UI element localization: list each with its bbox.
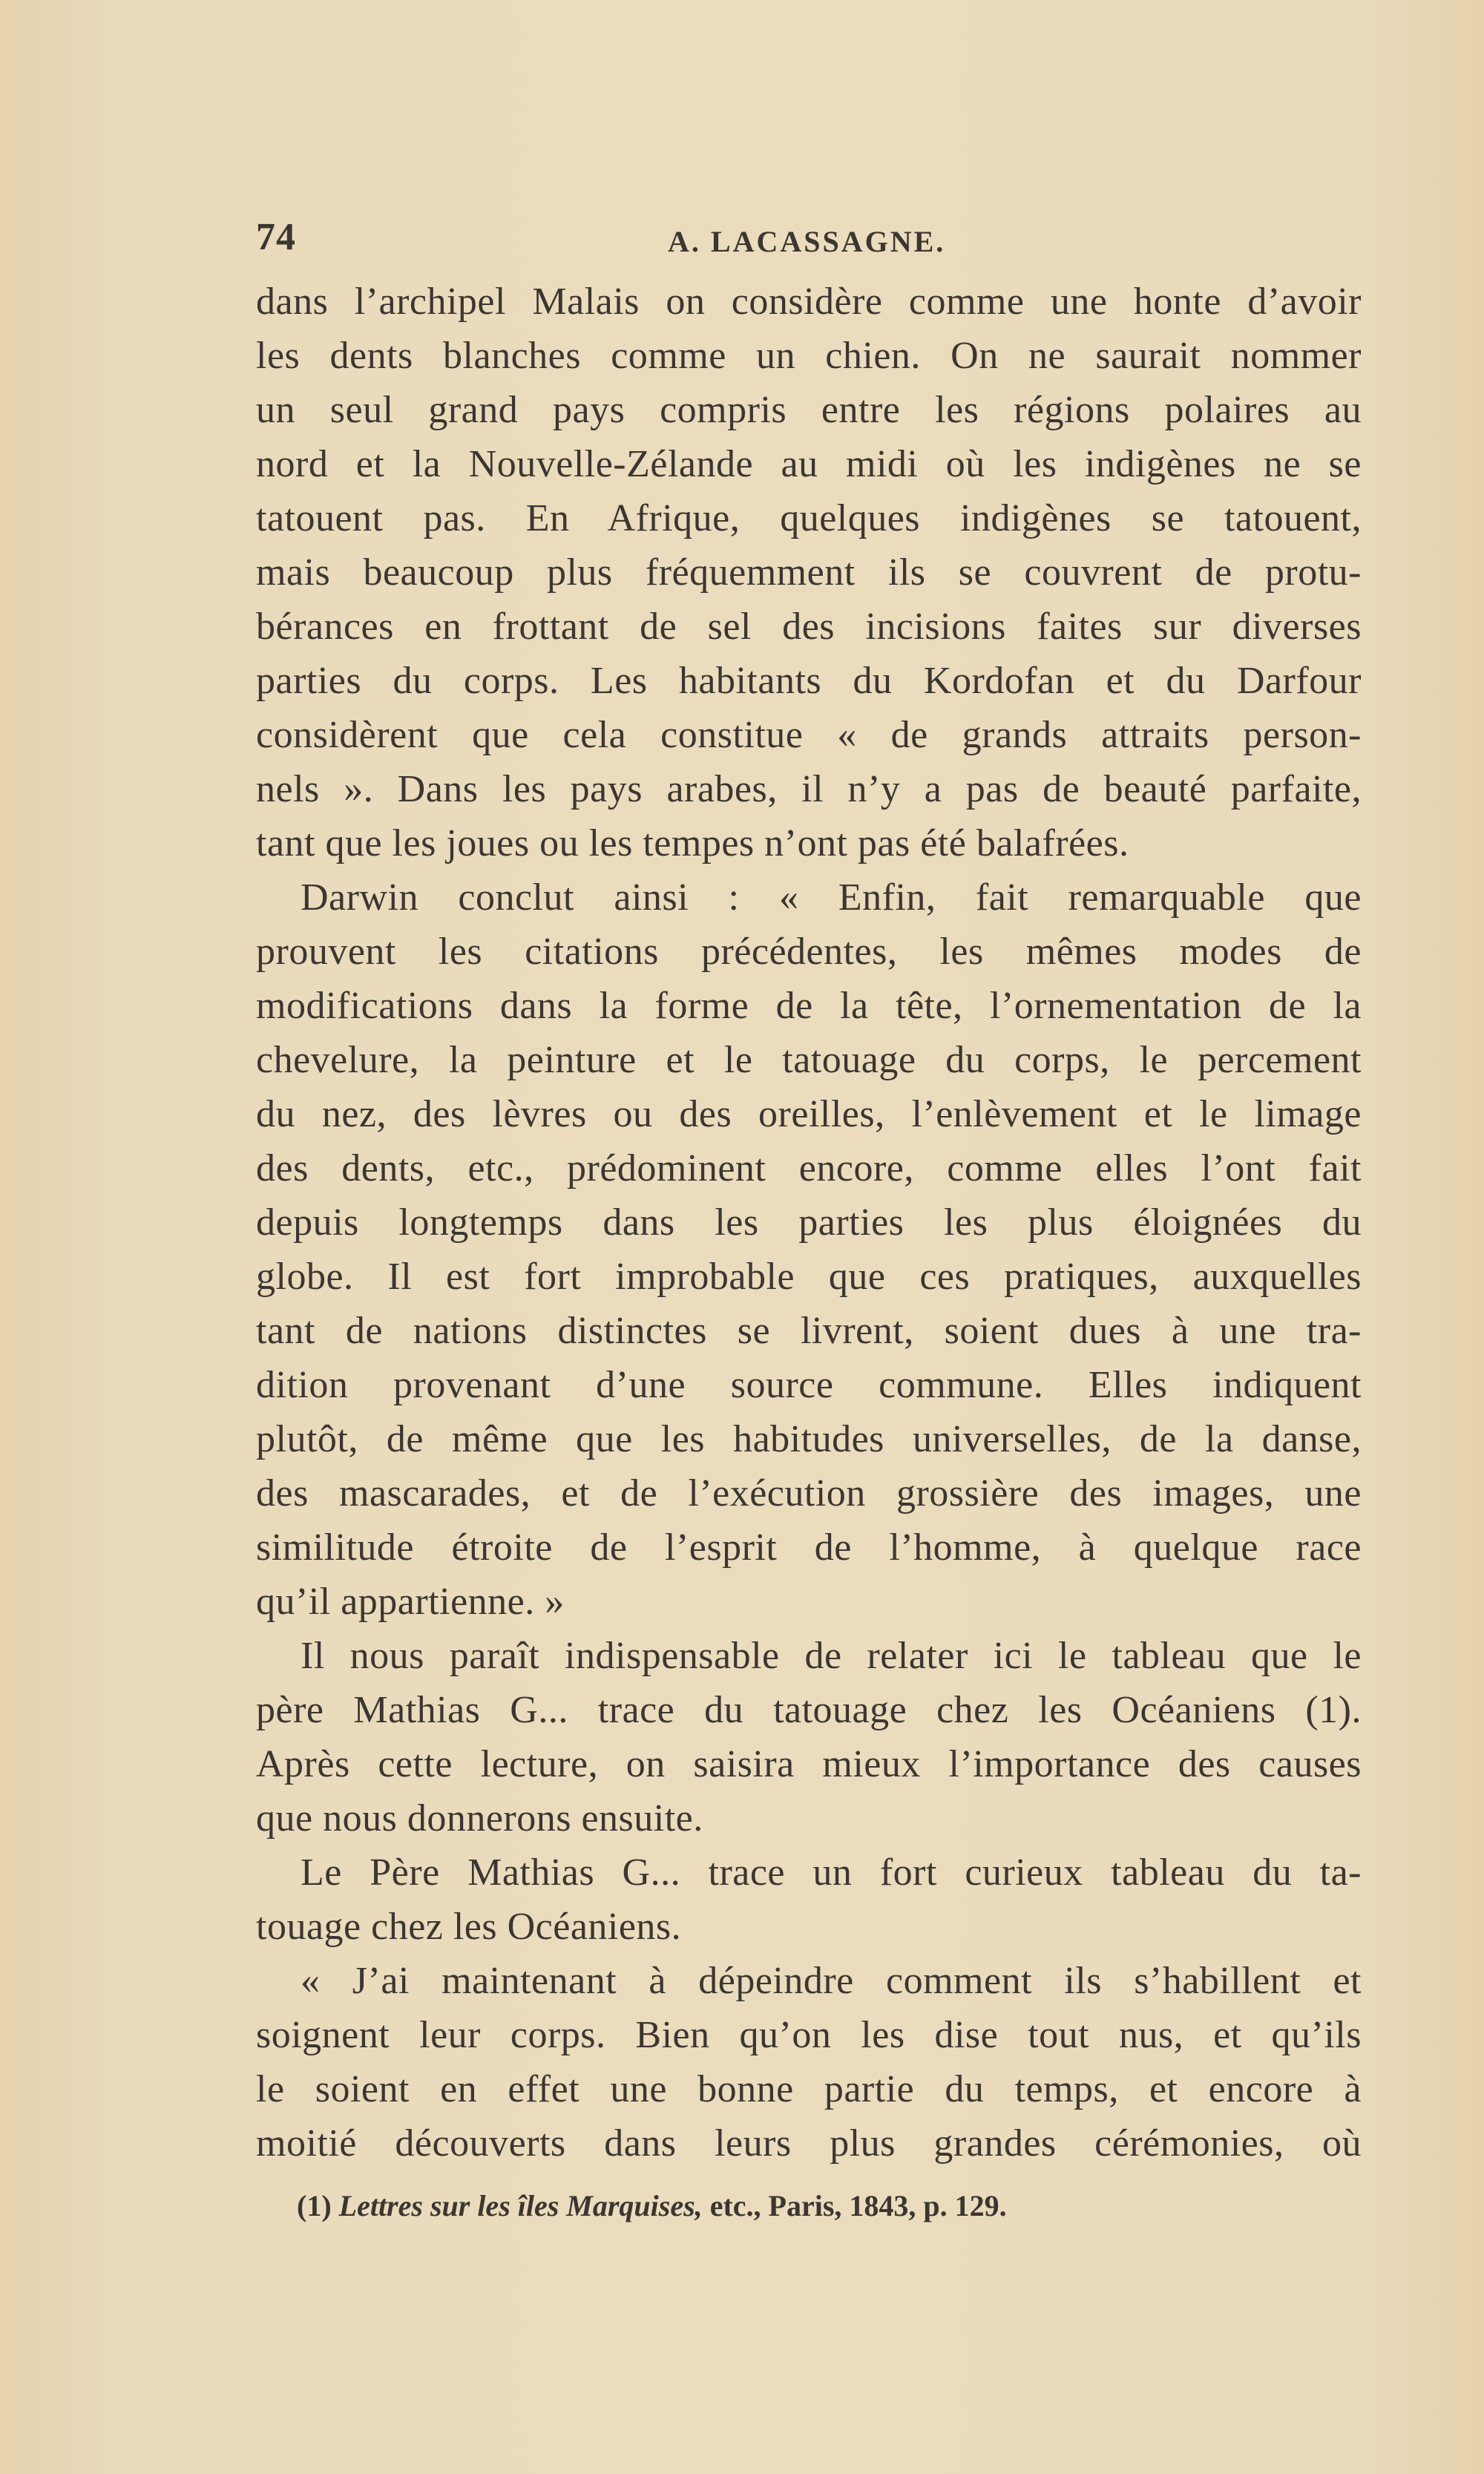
page-number: 74	[256, 216, 296, 258]
text-line: le soient en effet une bonne partie du temps, et encore à	[256, 2068, 1362, 2110]
text-line: tant de nations distinctes se livrent, soient dues à une tra-	[256, 1310, 1362, 1352]
text-line: considèrent que cela constitue « de grands attraits person-	[256, 714, 1362, 756]
paragraph	[256, 870, 1362, 1629]
book-page	[256, 208, 1362, 2227]
text-line: nord et la Nouvelle-Zélande au midi où les indigènes ne se	[256, 443, 1362, 485]
text-line: « J’ai maintenant à dépeindre comment ils s’habillent et	[301, 1960, 1362, 2002]
text-line: Après cette lecture, on saisira mieux l’importance des causes	[256, 1743, 1362, 1785]
text-line: globe. Il est fort improbable que ces pratiques, auxquelles	[256, 1256, 1362, 1298]
footnote-title: Lettres sur les îles Marquises,	[338, 2189, 703, 2222]
paragraph	[256, 275, 1362, 870]
text-line: père Mathias G... trace du tatouage chez les Océaniens (1).	[256, 1689, 1362, 1731]
text-line: touage chez les Océaniens.	[256, 1906, 682, 1948]
text-line: dans l’archipel Malais on considère comme une honte d’avoir	[256, 280, 1362, 323]
text-line: prouvent les citations précédentes, les mêmes modes de	[256, 931, 1362, 973]
running-title: A. LACASSAGNE.	[668, 225, 946, 258]
paragraph	[256, 1954, 1362, 2171]
text-line: nels ». Dans les pays arabes, il n’y a pas de beauté parfaite,	[256, 768, 1362, 810]
text-line: un seul grand pays compris entre les régions polaires au	[256, 389, 1362, 431]
footnote	[256, 2185, 1362, 2227]
text-line: qu’il appartienne. »	[256, 1581, 565, 1623]
text-line: chevelure, la peinture et le tatouage du corps, le percement	[256, 1039, 1362, 1081]
running-head	[256, 208, 1362, 260]
text-line: Il nous paraît indispensable de relater ici le tableau que le	[301, 1635, 1362, 1677]
text-line: Le Père Mathias G... trace un fort curieux tableau du ta-	[301, 1851, 1362, 1894]
text-line: similitude étroite de l’esprit de l’homme, à quelque race	[256, 1526, 1362, 1569]
footnote-citation: etc., Paris, 1843, p. 129.	[709, 2189, 1007, 2222]
text-line: tant que les joues ou les tempes n’ont pas été balafrées.	[256, 822, 1129, 864]
text-line: moitié découverts dans leurs plus grandes cérémonies, où	[256, 2122, 1362, 2165]
text-line: dition provenant d’une source commune. Elles indiquent	[256, 1364, 1362, 1406]
text-line: bérances en frottant de sel des incisions faites sur diverses	[256, 606, 1362, 648]
text-line: soignent leur corps. Bien qu’on les dise tout nus, et qu’ils	[256, 2014, 1362, 2056]
body-text	[256, 275, 1362, 2171]
text-line: modifications dans la forme de la tête, l’ornementation de la	[256, 985, 1362, 1027]
paragraph	[256, 1629, 1362, 1845]
text-line: tatouent pas. En Afrique, quelques indigènes se tatouent,	[256, 497, 1362, 539]
text-line: du nez, des lèvres ou des oreilles, l’enlèvement et le limage	[256, 1093, 1362, 1135]
text-line: des dents, etc., prédominent encore, comme elles l’ont fait	[256, 1147, 1362, 1190]
text-line: mais beaucoup plus fréquemment ils se couvrent de protu-	[256, 551, 1362, 594]
text-line: depuis longtemps dans les parties les plus éloignées du	[256, 1201, 1362, 1244]
text-line: que nous donnerons ensuite.	[256, 1797, 703, 1840]
text-line: plutôt, de même que les habitudes universelles, de la danse,	[256, 1418, 1362, 1460]
paragraph	[256, 1845, 1362, 1954]
text-line: les dents blanches comme un chien. On ne saurait nommer	[256, 335, 1362, 377]
footnote-marker: (1)	[297, 2189, 332, 2222]
text-line: des mascarades, et de l’exécution grossière des images, une	[256, 1472, 1362, 1515]
text-line: Darwin conclut ainsi : « Enfin, fait remarquable que	[301, 876, 1362, 919]
text-line: parties du corps. Les habitants du Kordofan et du Darfour	[256, 660, 1362, 702]
